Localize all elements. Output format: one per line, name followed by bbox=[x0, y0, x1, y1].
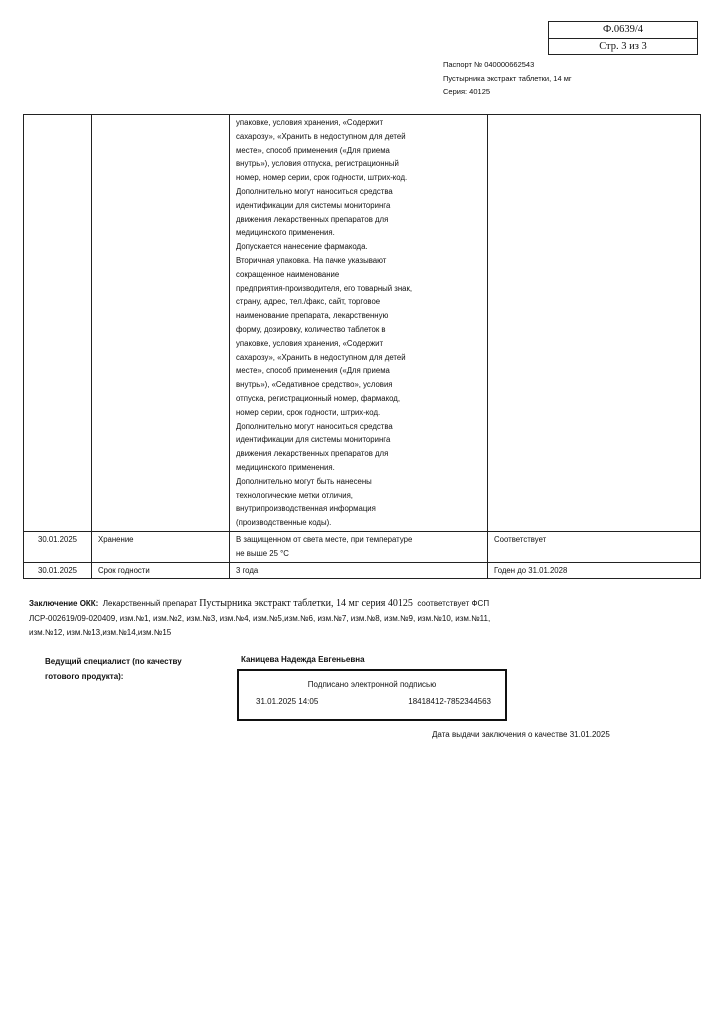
requirement-line: сокращенное наименование bbox=[236, 269, 340, 279]
requirement-line: (производственные коды). bbox=[236, 518, 332, 528]
specialist-role: Ведущий специалист (по качеству готового продукта): bbox=[45, 657, 182, 681]
electronic-signature-box bbox=[237, 669, 507, 721]
requirement-line: номер серии, срок годности, штрих-код. bbox=[236, 407, 381, 417]
requirement-line: отпуска, регистрационный номер, фармакод, bbox=[236, 393, 400, 403]
conclusion bbox=[29, 597, 679, 641]
cell-indicator: Хранение bbox=[92, 531, 230, 562]
requirement-line: Дополнительно могут быть нанесены bbox=[236, 476, 372, 486]
table-row bbox=[24, 115, 701, 532]
passport-header bbox=[443, 58, 572, 99]
signature-datetime: 31.01.2025 14:05 bbox=[256, 697, 319, 706]
requirement-line: наименование препарата, лекарственную bbox=[236, 311, 389, 321]
cell-requirement: 3 года bbox=[230, 562, 488, 579]
requirement-line: месте», способ применения («Для приема bbox=[236, 145, 390, 155]
specialist-name: Каницева Надежда Евгеньевна bbox=[241, 655, 365, 664]
conclusion-text: Лекарственный препарат bbox=[102, 599, 198, 608]
cell-requirement bbox=[230, 531, 488, 562]
requirement-line: В защищенном от света месте, при температуре bbox=[236, 534, 413, 544]
cell-indicator bbox=[92, 115, 230, 532]
passport-number: Паспорт № 040000662543 bbox=[443, 60, 535, 69]
requirement-line: предприятия-производителя, его товарный знак, bbox=[236, 283, 413, 293]
requirement-line: движения лекарственных препаратов для bbox=[236, 449, 389, 459]
requirement-line: идентификации для системы мониторинга bbox=[236, 435, 391, 445]
conclusion-line: изм.№12, изм.№13,изм.№14,изм.№15 bbox=[29, 628, 172, 637]
form-code: Ф.0639/4 bbox=[602, 24, 644, 35]
requirement-line: упаковке, условия хранения, «Содержит bbox=[236, 118, 384, 127]
requirement-line: Дополнительно могут наноситься средства bbox=[236, 186, 393, 196]
requirement-line: Вторичная упаковка. На пачке указывают bbox=[236, 255, 387, 265]
requirement-line: Допускается нанесение фармакода. bbox=[236, 242, 368, 252]
requirement-line: внутрь»), «Седативное средство», условия bbox=[236, 380, 393, 390]
requirement-line: внутрь»), условия отпуска, регистрационный bbox=[236, 159, 399, 169]
requirement-line: сахарозу», «Хранить в недоступном для детей bbox=[236, 131, 406, 141]
cell-date bbox=[24, 115, 92, 532]
requirement-line: месте», способ применения («Для приема bbox=[236, 366, 390, 376]
requirement-line: внутрипроизводственная информация bbox=[236, 504, 376, 514]
conclusion-text: соответствует ФСП bbox=[417, 599, 490, 608]
requirement-line: движения лекарственных препаратов для bbox=[236, 214, 389, 224]
conclusion-line: ЛСР-002619/09-020409, изм.№1, изм.№2, изм.№3, изм.№4, изм.№5,изм.№6, изм.№7, изм.№8, изм.№9, изм.№10, изм.№11, bbox=[29, 613, 491, 623]
series-number: Серия: 40125 bbox=[443, 87, 491, 96]
signature-title: Подписано электронной подписью bbox=[307, 680, 437, 689]
conclusion-label: Заключение ОКК: bbox=[29, 599, 99, 608]
table-row bbox=[24, 531, 701, 562]
quality-table bbox=[23, 114, 701, 579]
cell-date: 30.01.2025 bbox=[24, 531, 92, 562]
conclusion-product: Пустырника экстракт таблетки, 14 мг серия 40125 bbox=[199, 598, 413, 609]
requirement-line: Дополнительно могут наноситься средства bbox=[236, 421, 393, 431]
product-name: Пустырника экстракт таблетки, 14 мг bbox=[443, 73, 572, 83]
form-code-box bbox=[548, 21, 698, 55]
requirement-line: технологические метки отличия, bbox=[236, 490, 353, 500]
cell-date: 30.01.2025 bbox=[24, 562, 92, 579]
cell-requirement bbox=[230, 115, 488, 532]
requirement-line: идентификации для системы мониторинга bbox=[236, 200, 391, 210]
requirement-line: медицинского применения. bbox=[236, 462, 335, 472]
cell-indicator: Срок годности bbox=[92, 562, 230, 579]
requirement-line: упаковке, условия хранения, «Содержит bbox=[236, 338, 384, 348]
requirement-line: страну, адрес, тел./факс, сайт, торговое bbox=[236, 297, 381, 307]
issue-date: Дата выдачи заключения о качестве 31.01.2025 bbox=[432, 730, 610, 739]
requirement-line: форму, дозировку, количество таблеток в bbox=[236, 324, 386, 334]
requirement-line: номер, номер серии, срок годности, штрих-код. bbox=[236, 173, 408, 183]
cell-result bbox=[488, 115, 701, 532]
page-info: Стр. 3 из 3 bbox=[549, 38, 697, 55]
signature-cert-id: 18418412-7852344563 bbox=[408, 697, 491, 706]
requirement-line: медицинского применения. bbox=[236, 228, 335, 238]
requirement-line: сахарозу», «Хранить в недоступном для детей bbox=[236, 352, 406, 362]
requirement-line: не выше 25 °С bbox=[236, 548, 289, 558]
cell-result: Соответствует bbox=[488, 531, 701, 562]
cell-result: Годен до 31.01.2028 bbox=[488, 562, 701, 579]
table-row bbox=[24, 562, 701, 579]
